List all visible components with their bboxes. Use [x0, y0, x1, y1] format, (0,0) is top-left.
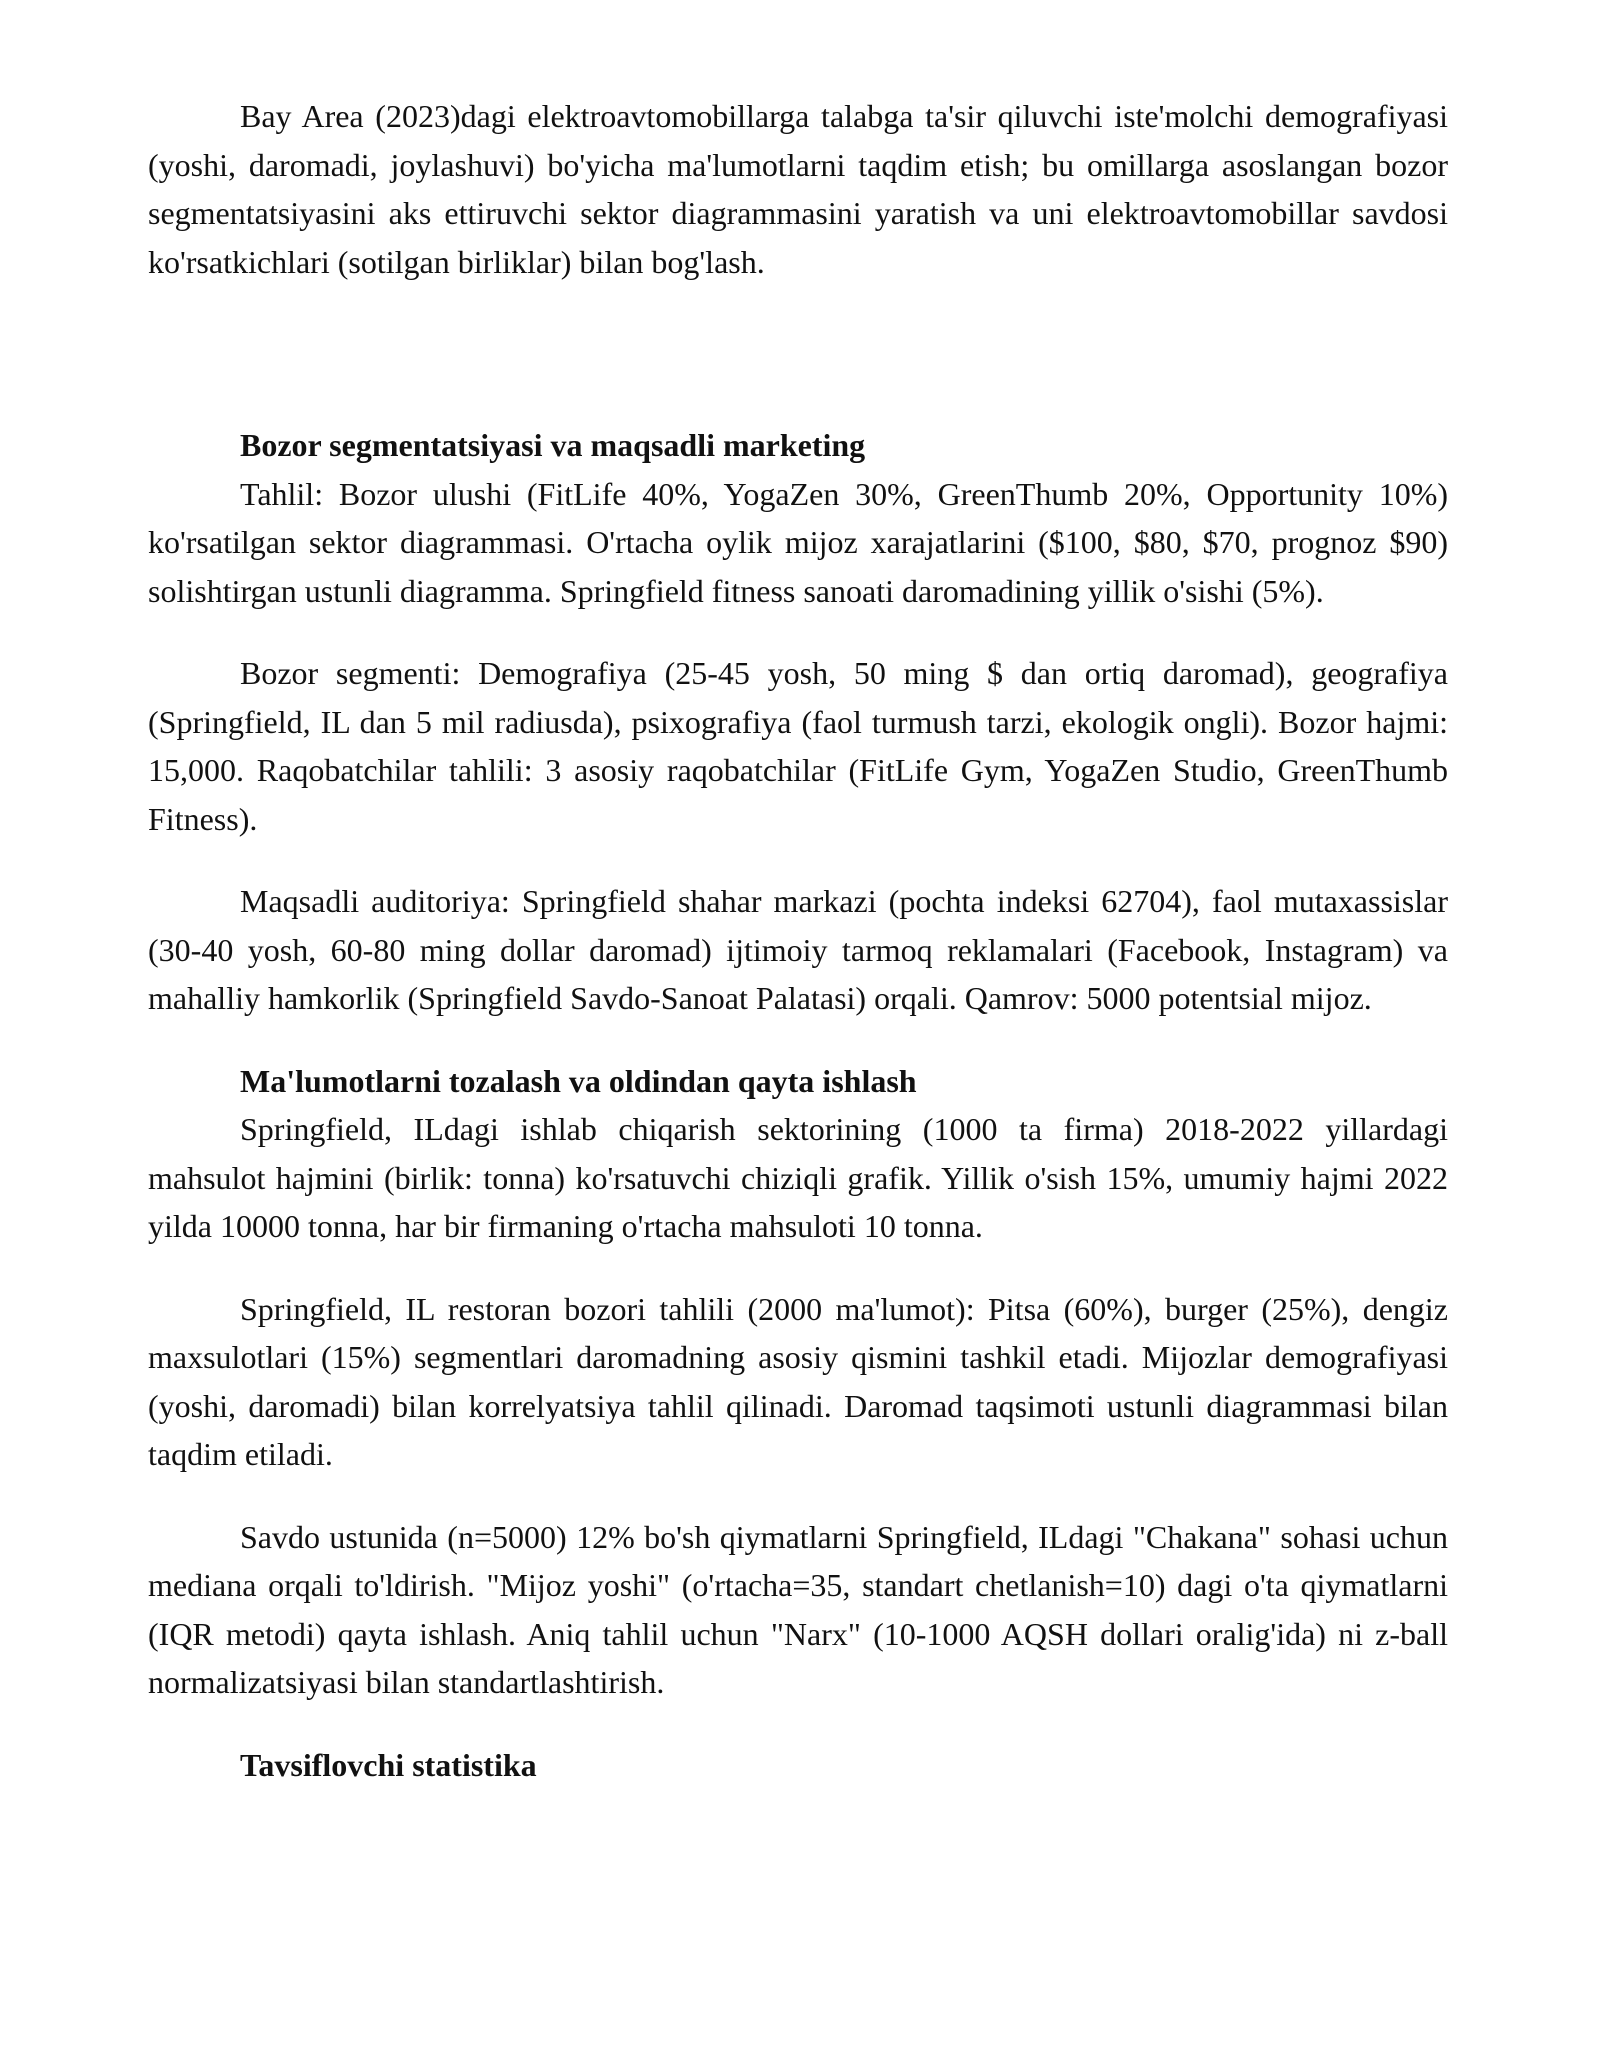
section-heading-descriptive-statistics: Tavsiflovchi statistika — [240, 1746, 537, 1783]
paragraph-restaurant-market: Springfield, IL restoran bozori tahlili (2000 ma'lumot): Pitsa (60%), burger (25%), dengiz maxsulotlari (15%) segmentlari daromadning asosiy qismini tashkil etadi. Mijozlar demografiyasi (yoshi, daromadi) bilan korrelyatsiya tahlil qilinadi. Daromad taqsimoti ustunli diagrammasi bilan taqdim etiladi. — [148, 1290, 1448, 1472]
section-heading-data-cleaning: Ma'lumotlarni tozalash va oldindan qayta ishlash — [240, 1062, 917, 1099]
paragraph-target-audience: Maqsadli auditoriya: Springfield shahar markazi (pochta indeksi 62704), faol mutaxassislar (30-40 yosh, 60-80 ming dollar daromad) ijtimoiy tarmoq reklamalari (Facebook, Instagram) va mahalliy hamkorlik (Springfield Savdo-Sanoat Palatasi) orqali. Qamrov: 5000 potentsial mijoz. — [148, 883, 1448, 1016]
paragraph-data-preprocessing: Savdo ustunida (n=5000) 12% bo'sh qiymatlarni Springfield, ILdagi "Chakana" sohasi uchun mediana orqali to'ldirish. "Mijoz yoshi" (o'rtacha=35, standart chetlanish=10) dagi o'ta qiymatlarni (IQR metodi) qayta ishlash. Aniq tahlil uchun "Narx" (10-1000 AQSH dollari oralig'ida) ni z-ball normalizatsiyasi bilan standartlashtirish. — [148, 1518, 1448, 1700]
document-page — [148, 92, 1448, 1789]
paragraph-market-analysis: Tahlil: Bozor ulushi (FitLife 40%, YogaZen 30%, GreenThumb 20%, Opportunity 10%) ko'rsatilgan sektor diagrammasi. O'rtacha oylik mijoz xarajatlarini ($100, $80, $70, prognoz $90) solishtirgan ustunli diagramma. Springfield fitness sanoati daromadining yillik o'sishi (5%). — [148, 475, 1448, 609]
paragraph-market-segment: Bozor segmenti: Demografiya (25-45 yosh, 50 ming $ dan ortiq daromad), geografiya (Springfield, IL dan 5 mil radiusda), psixografiya (faol turmush tarzi, ekologik ongli). Bozor hajmi: 15,000. Raqobatchilar tahlili: 3 asosiy raqobatchilar (FitLife Gym, YogaZen Studio, GreenThumb Fitness). — [148, 655, 1448, 837]
paragraph-manufacturing-output: Springfield, ILdagi ishlab chiqarish sektorining (1000 ta firma) 2018-2022 yillardagi mahsulot hajmini (birlik: tonna) ko'rsatuvchi chiziqli grafik. Yillik o'sish 15%, umumiy hajmi 2022 yilda 10000 tonna, har bir firmaning o'rtacha mahsuloti 10 tonna. — [148, 1111, 1448, 1244]
intro-paragraph: Bay Area (2023)dagi elektroavtomobillarga talabga ta'sir qiluvchi iste'molchi demografiyasi (yoshi, daromadi, joylashuvi) bo'yicha ma'lumotlarni taqdim etish; bu omillarga asoslangan bozor segmentatsiyasini aks ettiruvchi sektor diagrammasini yaratish va uni elektroavtomobillar savdosi ko'rsatkichlari (sotilgan birliklar) bilan bog'lash. — [148, 98, 1448, 280]
section-heading-market-segmentation: Bozor segmentatsiyasi va maqsadli marketing — [240, 427, 866, 463]
